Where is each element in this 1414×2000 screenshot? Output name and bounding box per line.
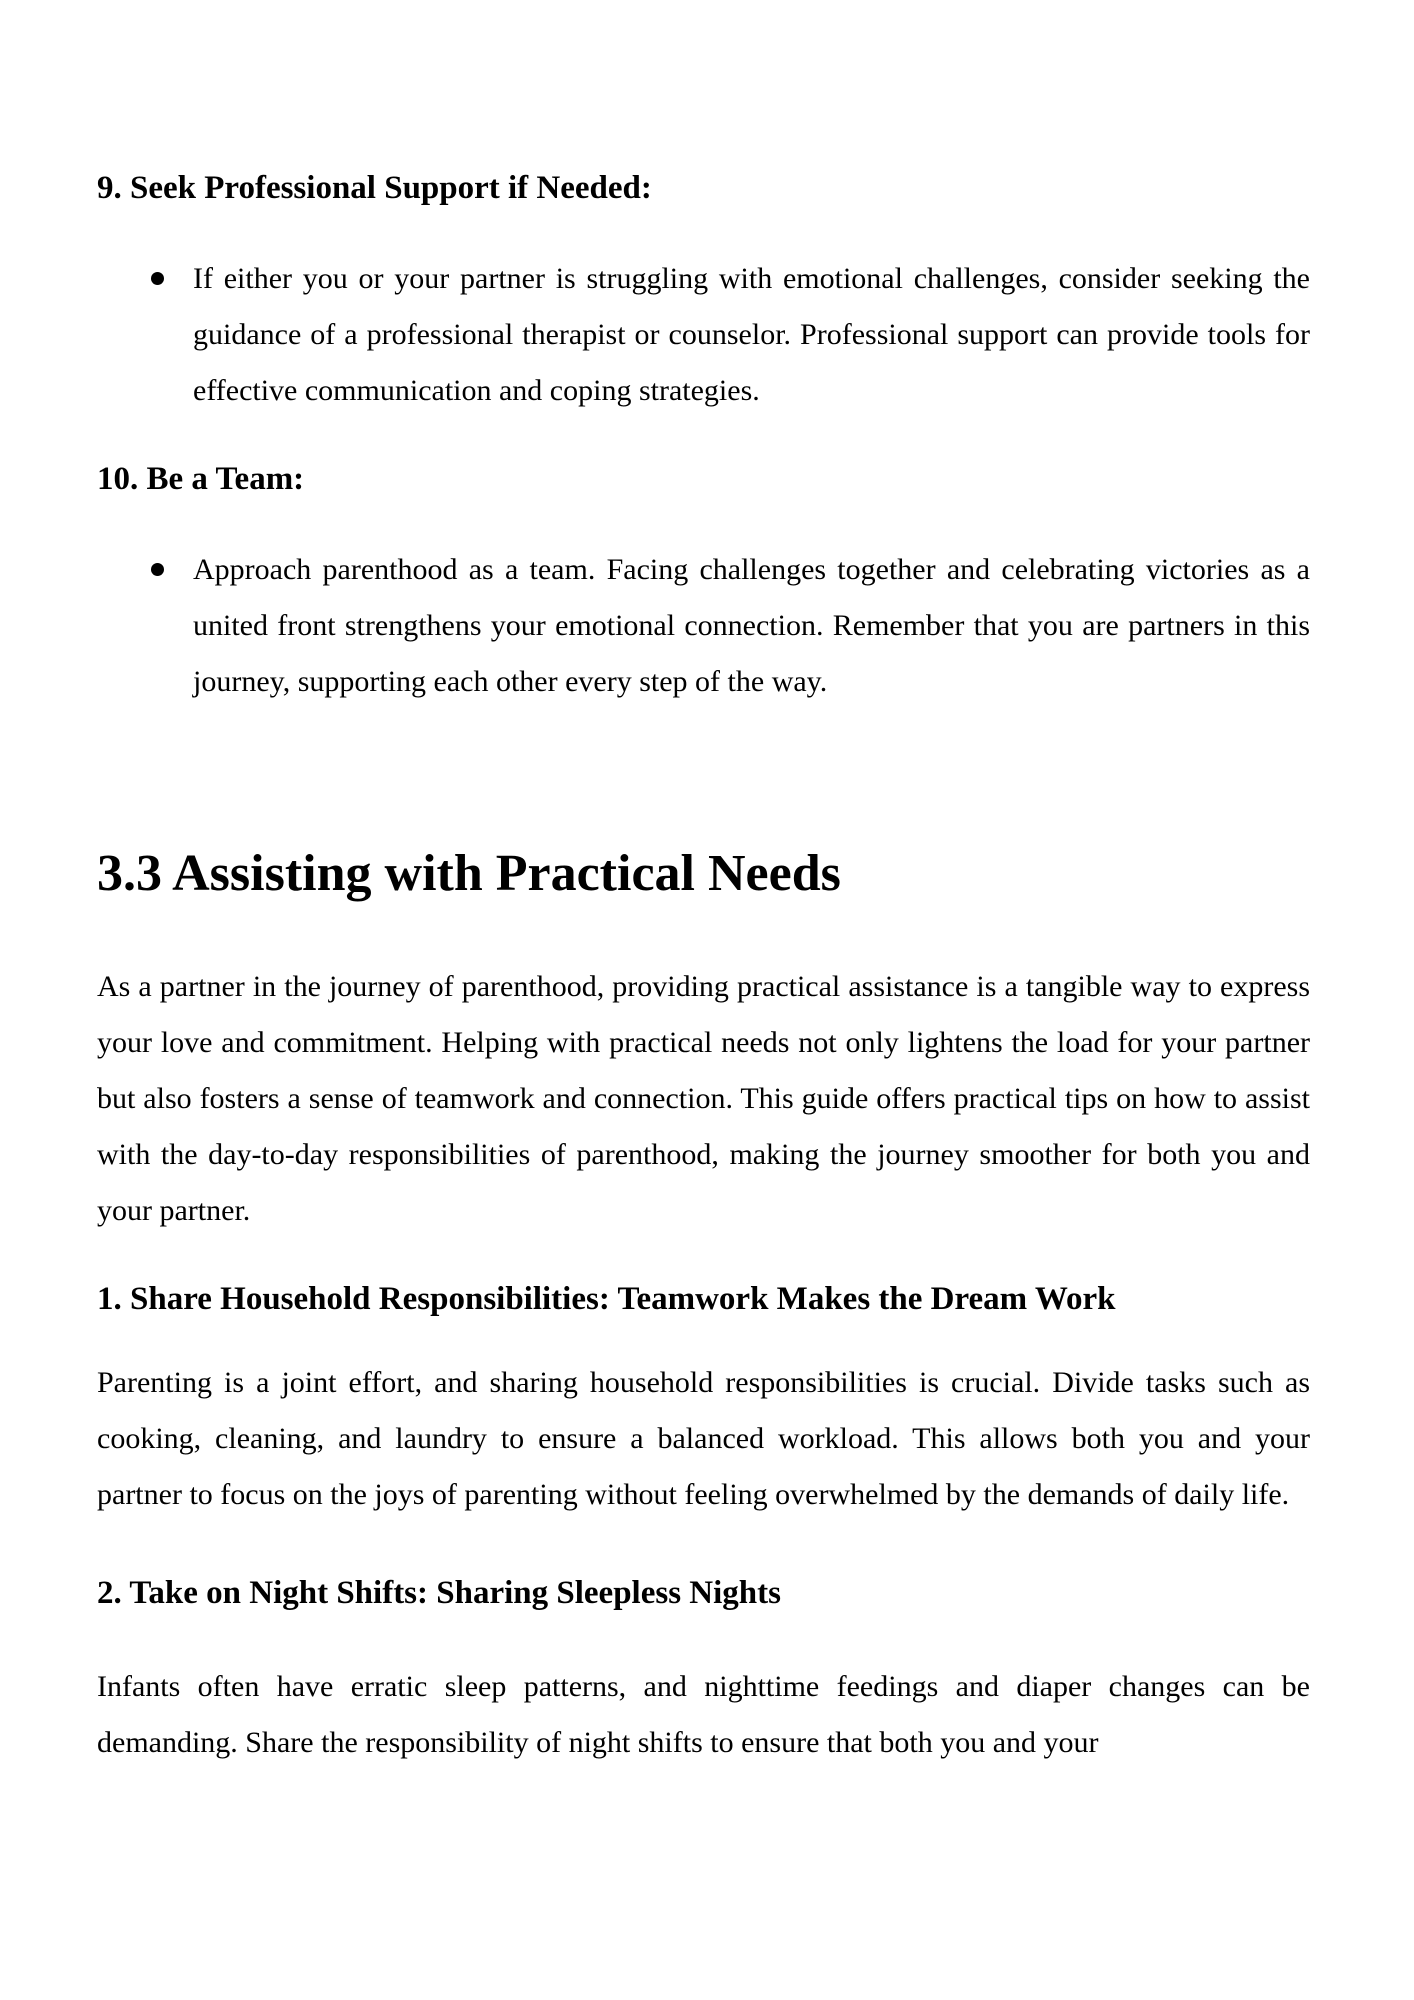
bullet-text-10: Approach parenthood as a team. Facing challenges together and celebrating victories as a united front strengthens your emotional connection. Remember that you are partners in this journey, supporting each other every step of the way. xyxy=(193,553,1310,698)
section-heading-9: 9. Seek Professional Support if Needed: xyxy=(97,170,652,206)
subsection-1-paragraph: Parenting is a joint effort, and sharing household responsibilities is crucial. Divide tasks such as cooking, cleaning, and laundry to ensure a balanced workload. This allows both you and your partner to focus on the joys of parenting without feeling overwhelmed by the demands of daily life. xyxy=(97,1366,1310,1511)
subsection-heading-2: 2. Take on Night Shifts: Sharing Sleepless Nights xyxy=(97,1575,781,1611)
bullet-text-9: If either you or your partner is struggling with emotional challenges, consider seeking the guidance of a professional therapist or counselor. Professional support can provide tools for effective communication and coping strategies. xyxy=(193,262,1310,407)
bullet-list-10 xyxy=(97,542,1310,710)
chapter-title: 3.3 Assisting with Practical Needs xyxy=(97,845,841,902)
bullet-dot-icon xyxy=(151,563,164,576)
bullet-dot-icon xyxy=(151,272,164,285)
subsection-heading-1: 1. Share Household Responsibilities: Teamwork Makes the Dream Work xyxy=(97,1281,1116,1317)
section-heading-10: 10. Be a Team: xyxy=(97,461,305,497)
subsection-2-paragraph: Infants often have erratic sleep patterns, and nighttime feedings and diaper changes can be demanding. Share the responsibility of night shifts to ensure that both you and your xyxy=(97,1670,1310,1759)
chapter-intro-paragraph: As a partner in the journey of parenthood, providing practical assistance is a tangible way to express your love and commitment. Helping with practical needs not only lightens the load for your partner but also fosters a sense of teamwork and connection. This guide offers practical tips on how to assist with the day-to-day responsibilities of parenthood, making the journey smoother for both you and your partner. xyxy=(97,970,1310,1227)
bullet-item-10 xyxy=(97,542,1310,710)
bullet-item-9 xyxy=(97,251,1310,419)
bullet-list-9 xyxy=(97,251,1310,419)
